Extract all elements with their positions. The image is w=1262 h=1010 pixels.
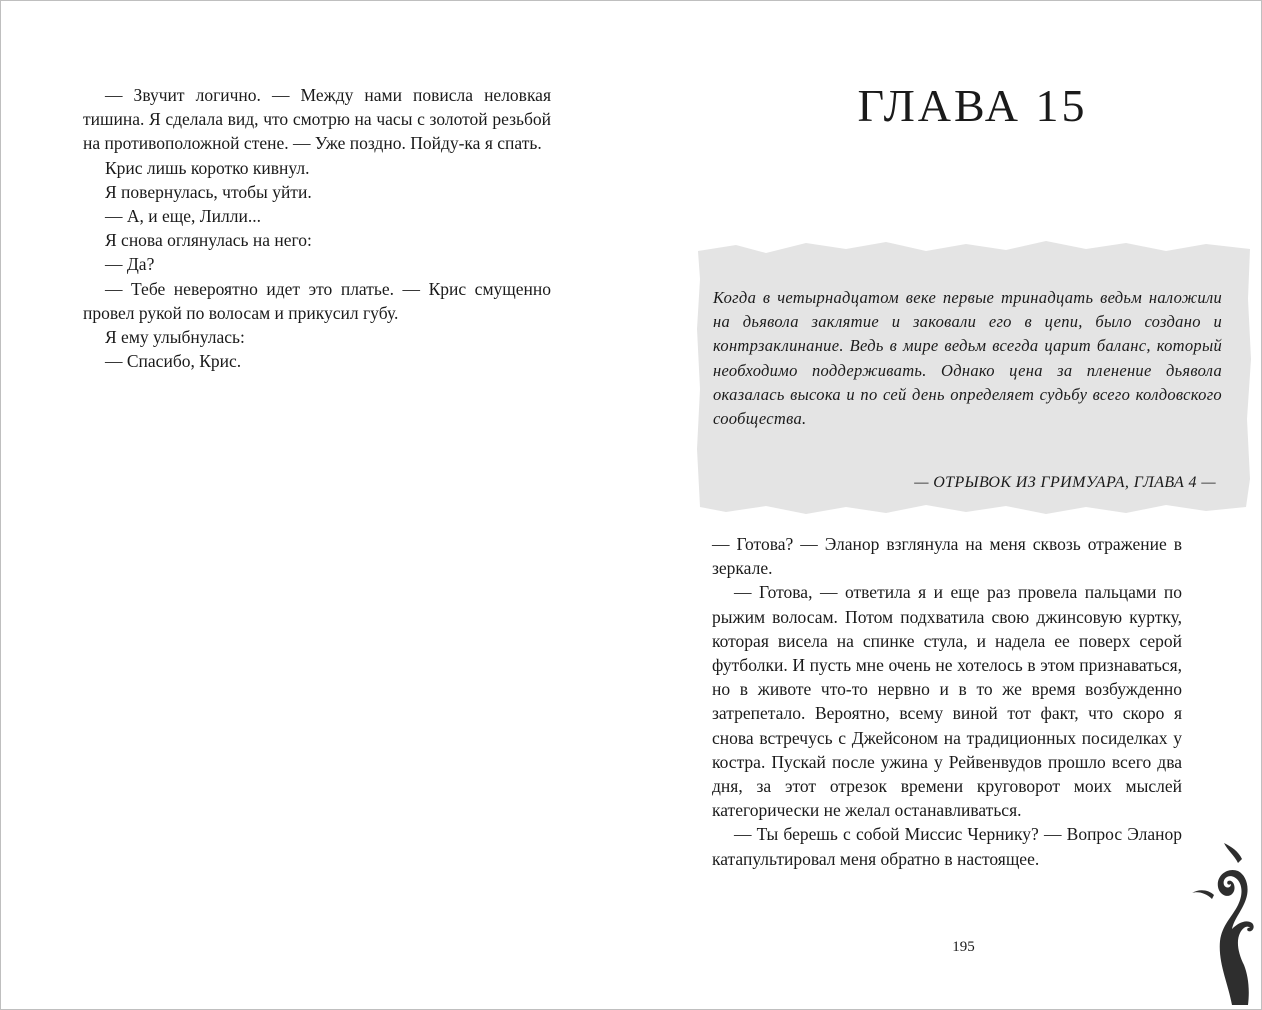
paragraph: — Готова, — ответила я и еще раз провела пальцами по рыжим волосам. Потом подхватила свою джинсовую куртку, которая висела на спинке стула, и надела ее поверх серой футболки. И пусть мне очень не хотелось в этом признаваться, но в животе что-то нервно и в то же время возбужденно затрепетало. Вероятно, всему виной тот факт, что скоро я снова встречусь с Джейсоном на традиционных посиделках у костра. Пускай после ужина у Рейвенвудов прошло всего два дня, за этот отрезок времени круговорот моих мыслей категорически не желал останавливаться. (712, 582, 1182, 821)
paragraph: — А, и еще, Лилли... (105, 206, 261, 227)
epigraph-text: Когда в четырнадцатом веке первые тринадцать ведьм наложили на дьявола заклятие и заковали его в цепи, было создано и контрзаклинание. Ведь в мире ведьм всегда царит баланс, который необходимо поддерживать. Однако цена за пленение дьявола оказалась высока и по сей день определяет судьбу всего колдовского сообщества. (713, 288, 1222, 429)
epigraph (696, 239, 1252, 515)
left-page-text (83, 83, 551, 373)
paragraph: Я ему улыбнулась: (105, 327, 245, 348)
paragraph: — Готова? — Эланор взглянула на меня сквозь отражение в зеркале. (712, 534, 1182, 579)
paragraph: Я повернулась, чтобы уйти. (105, 181, 312, 202)
page-number: 195 (952, 939, 975, 955)
paragraph: — Да? (105, 254, 155, 275)
left-page (1, 1, 632, 1009)
chapter-title: ГЛАВА 15 (857, 80, 1088, 131)
paragraph: — Спасибо, Крис. (105, 351, 242, 372)
right-page (632, 1, 1261, 1009)
paragraph: — Тебе невероятно идет это платье. — Крис смущенно провел рукой по волосам и прикусил губу. (83, 278, 551, 323)
paragraph: — Ты берешь с собой Миссис Чернику? — Вопрос Эланор катапультировал меня обратно в настоящее. (712, 824, 1182, 869)
paragraph: — Звучит логично. — Между нами повисла неловкая тишина. Я сделала вид, что смотрю на часы с золотой резьбой на противоположной стене. — Уже поздно. Пойду-ка я спать. (83, 85, 551, 154)
paragraph: Я снова оглянулась на него: (105, 230, 312, 251)
flourish-ornament-icon (1188, 833, 1258, 1005)
right-page-text (712, 532, 1182, 871)
epigraph-source: — ОТРЫВОК ИЗ ГРИМУАРА, ГЛАВА 4 — (914, 474, 1216, 491)
paragraph: Крис лишь коротко кивнул. (105, 157, 310, 178)
